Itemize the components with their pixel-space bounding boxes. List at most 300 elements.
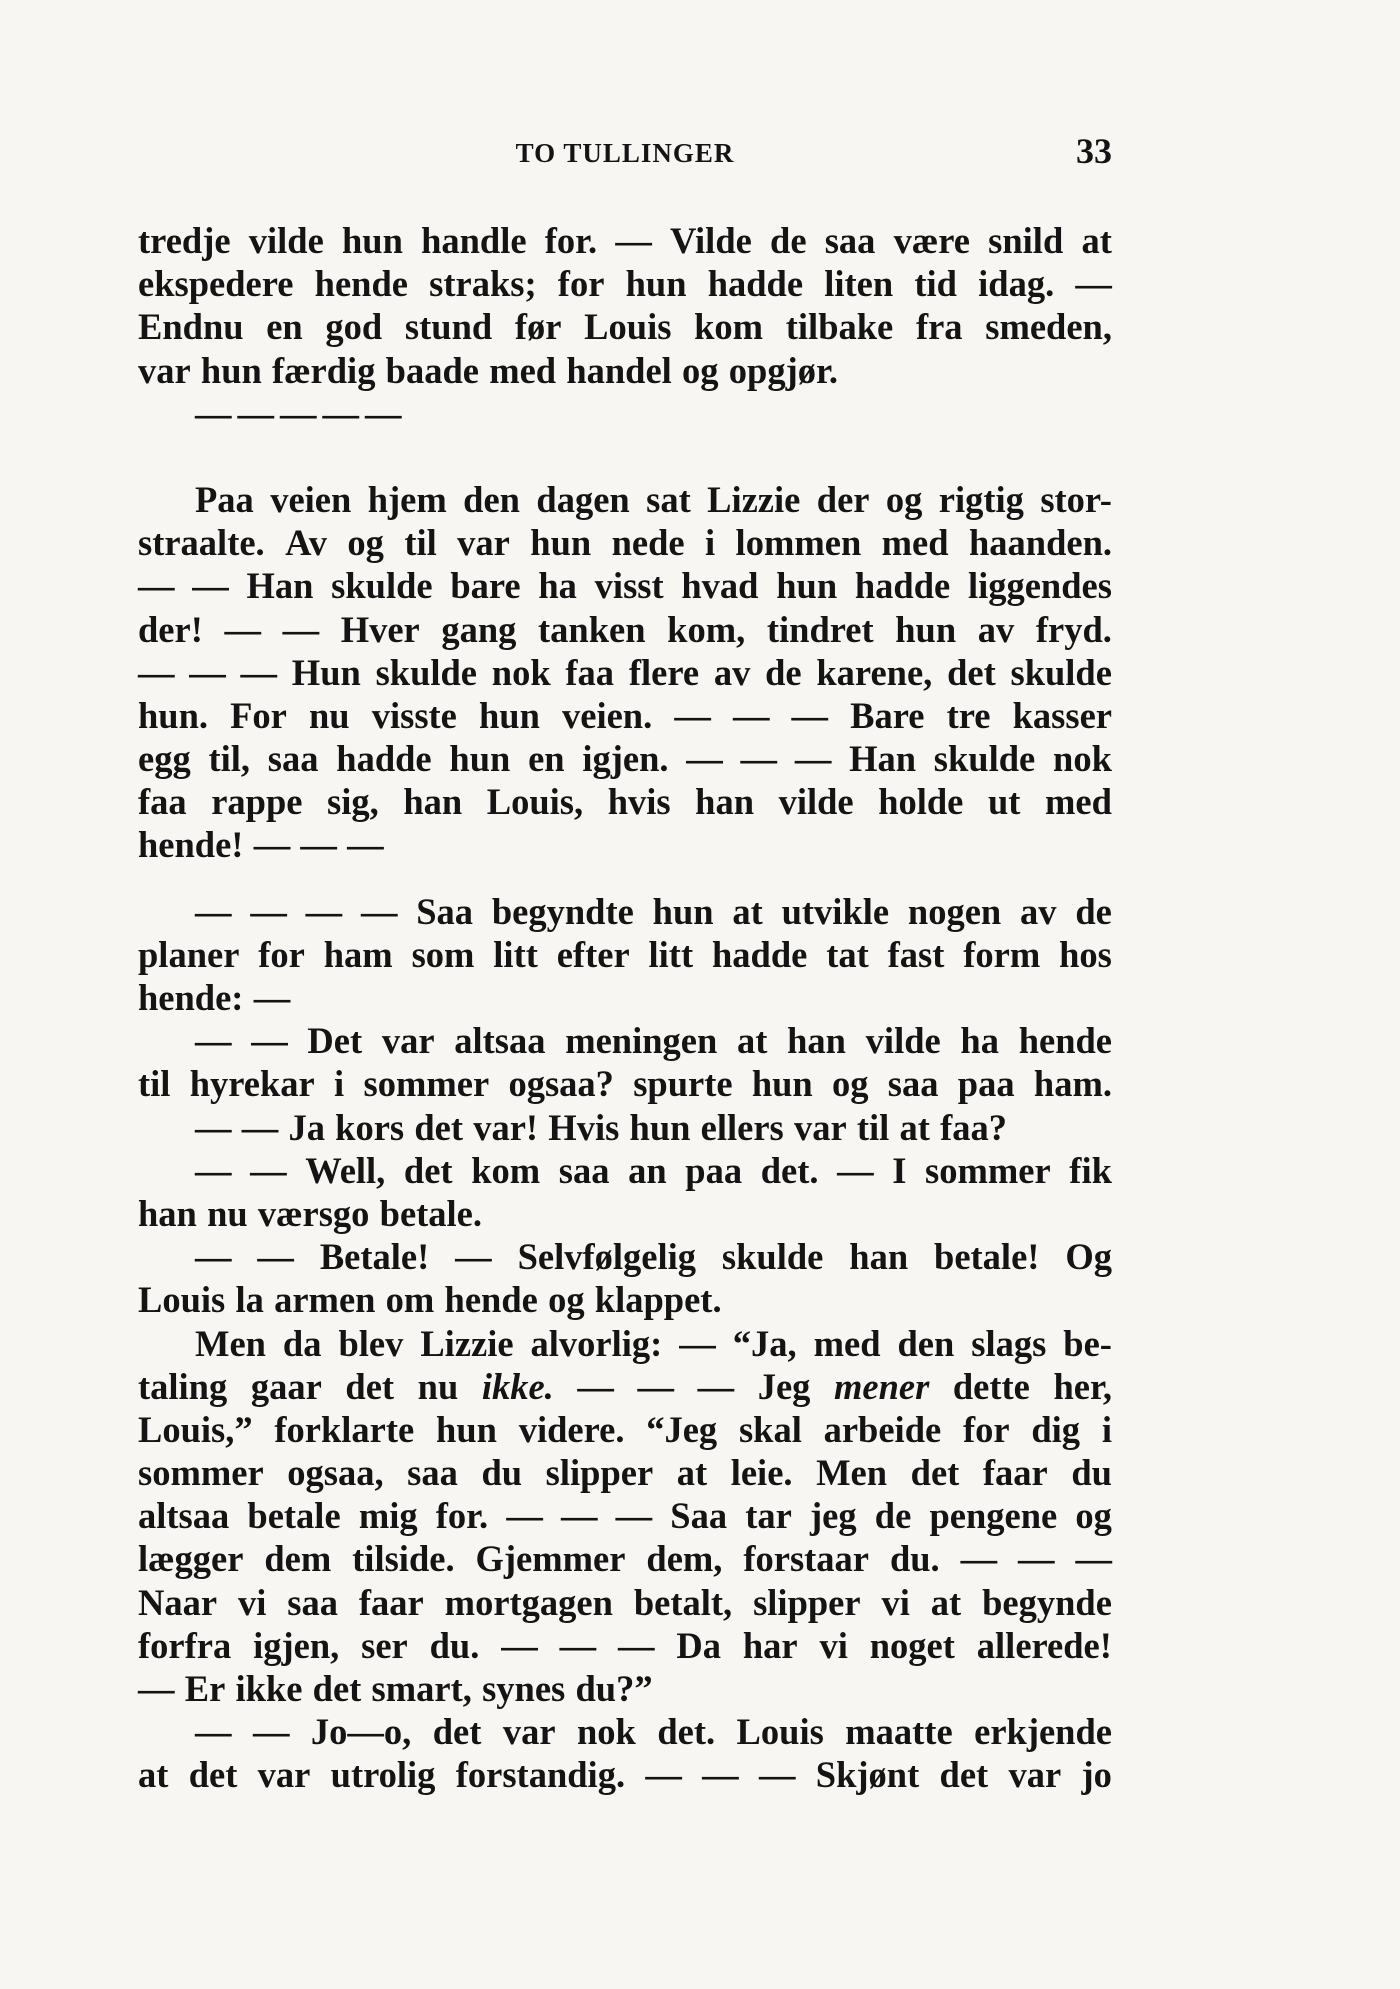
word: var! [473,1106,539,1148]
text-line [138,564,1112,607]
word: du [1071,1452,1112,1494]
word: — [252,1711,290,1753]
word: igjen, [253,1624,340,1666]
word: — [637,1365,674,1407]
word: det [403,1149,453,1191]
word: ikke. [481,1365,554,1407]
word: var [793,1106,847,1148]
word: Betale! [319,1236,430,1278]
word: — [138,565,175,607]
word: det. [657,1711,716,1753]
word: — [645,1754,682,1796]
word: utrolig [330,1754,436,1796]
word: være [893,220,970,261]
word: sommer [925,1149,1051,1191]
word: Well, [305,1149,386,1191]
word: mig [358,1495,418,1537]
word: liten [824,263,894,305]
word: til [138,1063,171,1105]
word: hun [449,738,511,780]
word: nok [577,1711,636,1753]
word: det [414,1106,463,1148]
word: — [138,651,175,693]
word: til [856,1106,890,1148]
text-line [138,305,1112,348]
text-line [138,651,1112,694]
word: liggendes [967,565,1112,607]
word: Jo—o, [310,1711,412,1753]
word: smeden, [985,306,1112,348]
word: fast [887,933,945,975]
word: — [455,1236,492,1278]
word: — [506,1495,543,1537]
word: Saa [416,890,474,932]
word: hun [652,890,714,932]
word: Gjemmer [475,1538,626,1580]
page-number: 33 [1076,131,1112,171]
word: dette [952,1365,1030,1407]
text-line [138,1106,1112,1149]
text-line [138,737,1112,780]
word: og [347,522,384,564]
word: hun [895,608,957,650]
word: Selvfølgelig [517,1236,696,1278]
word: visst [594,565,664,607]
word: — [615,220,652,261]
word: betale. [379,1192,483,1234]
word: noget [869,1624,955,1666]
word: — [240,651,278,693]
word: for. [544,220,598,261]
word: For [230,694,287,736]
word: — [195,1149,232,1191]
word: begynde [982,1581,1112,1623]
text-line [138,1537,1112,1580]
word: ekspedere [138,263,294,305]
word: faa [138,781,187,823]
word: bare [450,565,521,607]
word: Louis, [486,781,584,823]
word: skal [738,1408,802,1450]
word: med [813,1322,881,1364]
word: gang [441,608,517,650]
word: forklarte [274,1408,415,1450]
word: hende [444,1279,538,1321]
word: skulde [375,651,478,693]
word: Jeg [757,1365,811,1407]
word: armen [274,1279,376,1321]
word: efter [556,933,630,975]
word: du. [889,1538,940,1580]
word: da [282,1322,322,1364]
word: at [676,1452,708,1494]
word: Han [246,565,314,607]
word: maatte [845,1711,953,1753]
word: av [1020,890,1057,932]
word: form [963,933,1041,975]
word: — [501,1624,538,1666]
word: — [702,1754,739,1796]
word: med [489,349,557,391]
word: Er [184,1668,226,1709]
word: kom, [667,608,746,650]
word: det [345,1365,395,1407]
word: I [892,1149,907,1191]
text-line [138,1494,1112,1537]
word: — [559,1624,597,1666]
text-line [138,1581,1112,1624]
word: egg [138,738,191,780]
word: tre [946,694,991,736]
word: vilde [778,781,854,823]
word: Saa [670,1495,728,1537]
body-text [138,219,1112,1797]
word: vilde [865,1020,941,1062]
text-line [138,349,1112,392]
word: blev [338,1322,404,1364]
word: Louis [138,1279,226,1321]
word: hyrekar [189,1063,315,1105]
word: haanden. [968,522,1112,564]
word: — [195,890,232,932]
word: — [282,608,320,650]
word: nu [309,694,350,736]
word: og [682,349,719,391]
word: la [235,1279,264,1321]
word: hun [341,220,403,261]
word: tat [826,933,869,975]
text-line [138,933,1112,976]
word: før [514,306,562,348]
word: skulde [331,565,433,607]
word: saa [824,220,876,261]
word: leie. [730,1452,793,1494]
word: det [188,1754,238,1796]
word: han [849,1236,909,1278]
word: — [679,1322,716,1364]
word: at [138,1754,169,1796]
word: fra [915,306,963,348]
word: — [253,977,291,1018]
word: Hun [291,651,361,693]
section-separator [138,392,1112,435]
word: han [787,1020,846,1062]
word: taling [138,1365,228,1407]
word: sommer [138,1452,264,1494]
word: — [250,1149,287,1191]
word: at [732,890,763,932]
word: betalt, [633,1581,733,1623]
word: idag. [978,263,1055,305]
word: og [832,1063,869,1105]
word: Bare [850,694,925,736]
word: Louis,” [138,1408,253,1450]
word: jo [1081,1754,1112,1796]
word: det. [760,1149,819,1191]
word: god [325,306,383,348]
word: Skjønt [815,1754,920,1796]
word: sat [646,478,691,520]
word: og [548,1279,585,1321]
word: hadde [854,565,951,607]
word: det [947,651,996,693]
word: — [322,392,365,434]
word: for [962,1408,1010,1450]
word: igjen. [582,738,669,780]
word: hun [200,349,262,391]
word: skulde [933,738,1036,780]
word: vi [237,1581,267,1623]
word: den [463,478,520,520]
word: Det [307,1020,363,1062]
text-line [138,1408,1112,1451]
word: om [385,1279,435,1321]
text-line [138,262,1112,305]
text-line [138,1322,1112,1365]
text-line [138,478,1112,521]
word: saa [287,1581,338,1623]
word: hun [436,1408,497,1450]
word: var [257,1754,311,1796]
word: av [977,608,1015,650]
word: nogen [907,890,1002,932]
word: Han [849,738,917,780]
word: ham. [1033,1063,1112,1105]
page-header [138,130,1112,180]
text-line [138,1365,1112,1408]
word: erkjende [974,1711,1112,1753]
word: at [737,1020,768,1062]
word: — [237,392,280,434]
word: færdig [272,349,376,391]
word: det [910,1452,960,1494]
word: — [794,738,832,780]
word: — [837,1149,874,1191]
word: hende: [138,977,244,1018]
word: var [138,349,191,391]
word: saa [267,738,319,780]
word: tanken [538,608,646,650]
word: ogsaa, [287,1452,384,1494]
word: vi [819,1624,848,1666]
word: rigtig [938,478,1024,520]
word: paa [957,1063,1015,1105]
word: til [404,522,437,564]
word: utvikle [781,890,890,932]
word: skulde [1010,651,1112,693]
word: stor- [1040,478,1112,520]
word: fryd. [1035,608,1112,650]
word: saa [407,1452,458,1494]
word: tredje [138,220,231,261]
text-line [138,608,1112,651]
word: — [617,1624,655,1666]
word: hun [776,565,838,607]
word: sig, [327,781,379,823]
word: pengene [929,1495,1058,1537]
word: — [615,1495,653,1537]
word: litt [493,933,538,975]
word: faar [982,1452,1048,1494]
word: slags [971,1322,1047,1364]
word: opgjør. [728,349,838,391]
word: du. [429,1624,480,1666]
text-line [138,1192,1112,1235]
word: holde [878,781,964,823]
word: planer [138,933,240,975]
word: ser [361,1624,408,1666]
word: dem [264,1538,332,1580]
word: Paa [195,478,254,520]
word: for [258,933,305,975]
word: — [1075,1538,1112,1580]
word: faa [565,651,615,693]
word: — [697,1365,735,1407]
word: — [195,1106,232,1148]
word: — [253,824,291,866]
word: Louis [736,1711,824,1753]
word: vi [881,1581,910,1623]
word: hun [530,522,592,564]
word: Lizzie [707,478,801,520]
word: nok [1053,738,1112,780]
word: Men [816,1452,888,1494]
word: en [528,738,565,780]
word: hun. [138,694,209,736]
word: meningen [565,1020,718,1062]
word: handel [566,349,672,391]
word: — [577,1365,614,1407]
word: hende [314,263,408,305]
word: ha [960,1020,999,1062]
text-line [138,823,1112,866]
word: du?” [575,1668,653,1709]
word: tilbake [785,306,894,348]
word: kom [471,1149,541,1191]
word: — [960,1538,998,1580]
word: du [481,1452,523,1494]
word: saa [558,1149,610,1191]
word: hvad [681,565,759,607]
word: at [1081,220,1112,261]
word: hadde [336,738,432,780]
word: det [432,1711,482,1753]
word: forstandig. [455,1754,626,1796]
word: en [266,306,303,348]
word: til, [208,738,251,780]
word: begyndte [491,890,634,932]
word: var [1008,1754,1062,1796]
word: kasser [1012,694,1112,736]
word: nok [491,651,551,693]
word: nu [207,1192,248,1234]
text-line [138,1062,1112,1105]
text-line [138,976,1112,1019]
word: han [403,781,463,823]
text-line [138,780,1112,823]
word: han [695,781,755,823]
word: sommer [363,1063,490,1105]
word: Hver [340,608,420,650]
word: hun [751,1063,813,1105]
word: — [347,824,384,866]
word: dagen [536,478,630,520]
word: be- [1063,1322,1112,1364]
word: — [250,890,287,932]
word: veien [270,478,352,520]
word: — [195,1711,232,1753]
word: paa [685,1149,743,1191]
word: ogsaa? [508,1063,614,1105]
word: straalte. [138,522,265,564]
word: Louis [584,306,672,348]
word: lægger [138,1538,244,1580]
word: tid [914,263,957,305]
word: hende! [138,824,244,866]
word: kom [694,306,764,348]
word: — [365,392,408,434]
word: alvorlig: [530,1322,663,1364]
word: — [195,1020,232,1062]
word: har [742,1624,798,1666]
text-line [138,1753,1112,1796]
text-line [138,1710,1112,1753]
word: at [899,1106,930,1148]
word: — [732,694,770,736]
word: der! [138,608,203,650]
word: med [1044,781,1112,823]
word: Men [195,1322,266,1364]
word: for. [435,1495,489,1537]
paragraph-gap [138,867,1112,890]
word: — [257,1236,294,1278]
word: hadde [707,263,804,305]
word: Ja [288,1106,325,1148]
word: — [189,651,226,693]
word: faa? [940,1106,1008,1148]
word: ham [323,933,393,975]
word: — [1018,1538,1055,1580]
text-line [138,219,1112,262]
word: saa [887,1063,939,1105]
word: Hvis [548,1106,620,1148]
word: kors [335,1106,405,1148]
word: videre. [518,1408,625,1450]
text-line [138,1278,1112,1321]
word: som [411,933,475,975]
word: av [713,651,751,693]
text-line [138,1624,1112,1667]
word: an [628,1149,667,1191]
word: slipper [753,1581,861,1623]
word: flere [628,651,700,693]
word: og [885,478,923,520]
word: straks; [429,263,537,305]
word: de [874,1495,912,1537]
word: — [195,392,238,434]
word: ellers [700,1106,784,1148]
word: var [502,1711,556,1753]
word: snild [988,220,1064,261]
word: — [195,1236,232,1278]
word: gaar [250,1365,322,1407]
word: for [557,263,605,305]
word: tindret [766,608,874,650]
word: at [930,1581,962,1623]
word: tilside. [352,1538,455,1580]
word: — [686,738,723,780]
word: dem, [646,1538,723,1580]
